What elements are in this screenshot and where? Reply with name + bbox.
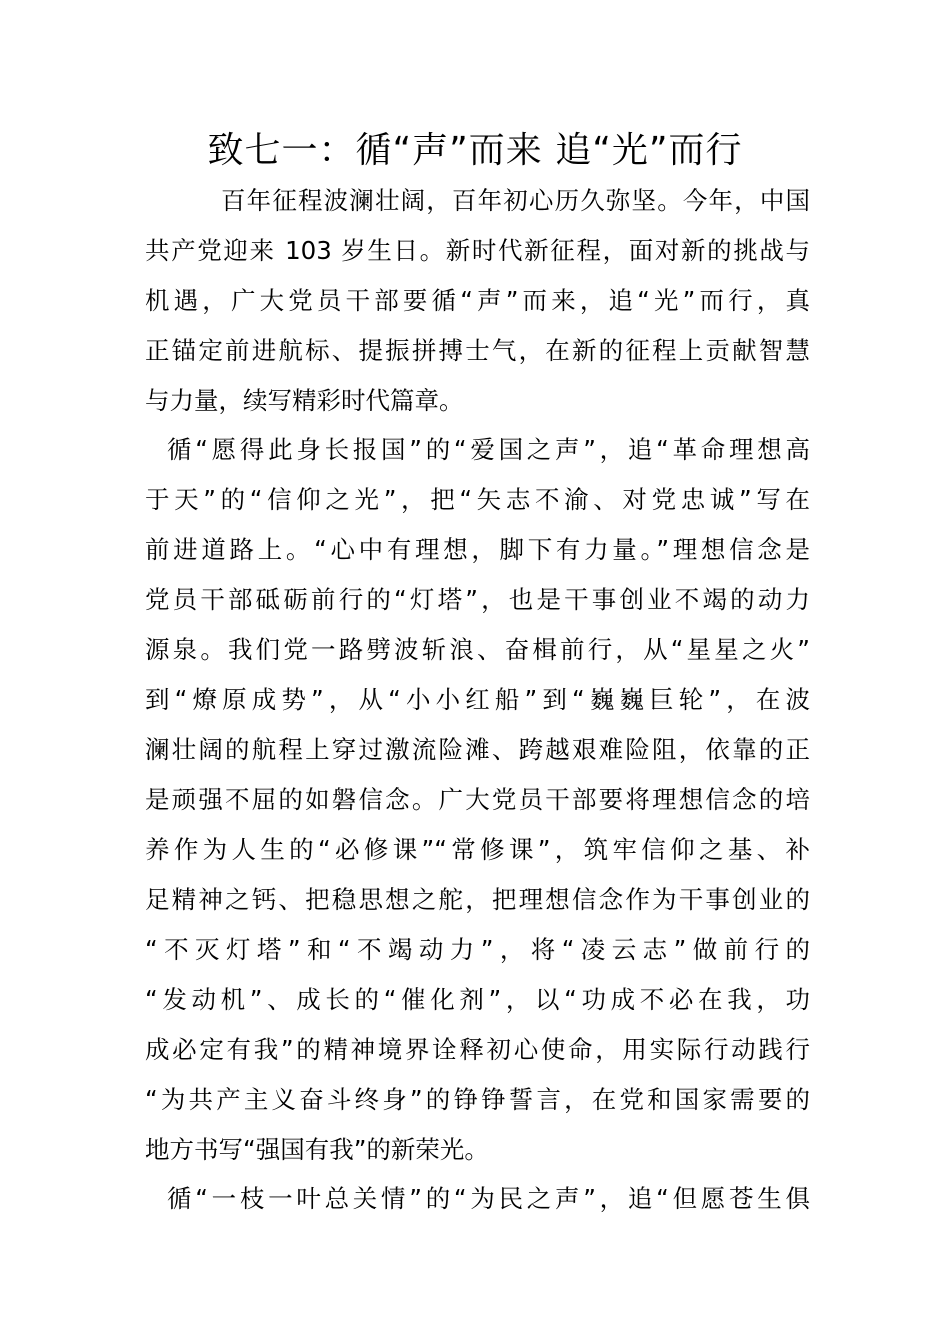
- paragraph-1-line-3: 机遇，广大党员干部要循“声”而来，追“光”而行，真: [145, 286, 810, 315]
- paragraph-2-line-9: 养作为人生的“必修课”“常修课”，筑牢信仰之基、补: [145, 835, 810, 864]
- paragraph-1-line-1: 百年征程波澜壮阔，百年初心历久弥坚。今年，中国: [221, 186, 810, 215]
- paragraph-2-line-6: 到“燎原成势”，从“小小红船”到“巍巍巨轮”，在波: [145, 685, 810, 714]
- paragraph-2-line-1: 循“愿得此身长报国”的“爱国之声”，追“革命理想高: [167, 435, 810, 464]
- paragraph-1-line-4: 正锚定前进航标、提振拼搏士气，在新的征程上贡献智慧: [145, 336, 810, 365]
- paragraph-1-line-5: 与力量，续写精彩时代篇章。: [145, 386, 464, 415]
- paragraph-2-line-10: 足精神之钙、把稳思想之舵，把理想信念作为干事创业的: [145, 885, 810, 914]
- paragraph-3-line-1: 循“一枝一叶总关情”的“为民之声”，追“但愿苍生俱: [167, 1184, 810, 1213]
- paragraph-2-line-11: “不灭灯塔”和“不竭动力”，将“凌云志”做前行的: [145, 935, 810, 964]
- paragraph-2-line-7: 澜壮阔的航程上穿过激流险滩、跨越艰难险阻，依靠的正: [145, 735, 810, 764]
- paragraph-2-line-8: 是顽强不屈的如磐信念。广大党员干部要将理想信念的培: [145, 785, 810, 814]
- paragraph-2-line-12: “发动机”、成长的“催化剂”，以“功成不必在我，功: [145, 985, 810, 1014]
- paragraph-2-line-2: 于天”的“信仰之光”，把“矢志不渝、对党忠诚”写在: [145, 485, 810, 514]
- document-title: 致七一：循“声”而来 追“光”而行: [207, 130, 743, 171]
- paragraph-1-line-2: 共产党迎来 103 岁生日。新时代新征程，面对新的挑战与: [145, 236, 810, 265]
- paragraph-2-line-4: 党员干部砥砺前行的“灯塔”，也是干事创业不竭的动力: [145, 585, 810, 614]
- paragraph-2-line-5: 源泉。我们党一路劈波斩浪、奋楫前行，从“星星之火”: [145, 635, 810, 664]
- paragraph-2-line-14: “为共产主义奋斗终身”的铮铮誓言，在党和国家需要的: [145, 1085, 810, 1114]
- paragraph-2-line-3: 前进道路上。“心中有理想，脚下有力量。”理想信念是: [145, 535, 810, 564]
- paragraph-2-line-15: 地方书写“强国有我”的新荣光。: [145, 1135, 489, 1164]
- paragraph-2-line-13: 成必定有我”的精神境界诠释初心使命，用实际行动践行: [145, 1035, 810, 1064]
